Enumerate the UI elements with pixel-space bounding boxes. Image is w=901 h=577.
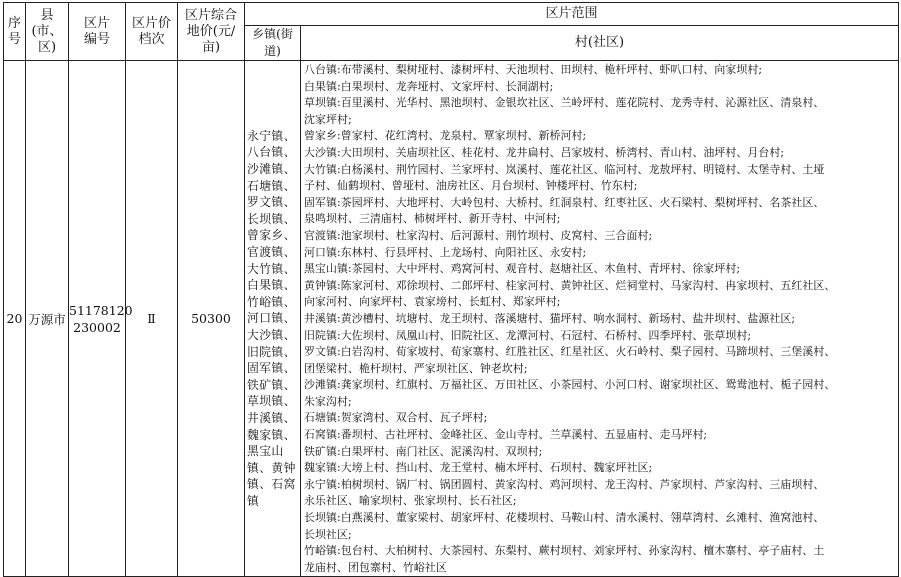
zone-code-line-1: 51178120 xyxy=(69,302,133,318)
village-line: 朱家沟村; xyxy=(304,394,352,408)
village-line: 向家河村、向家坪村、袁家塝村、长虹村、郑家坪村; xyxy=(304,295,561,309)
village-line: 长坝社区; xyxy=(304,527,352,541)
cell-price xyxy=(178,61,245,577)
cell-townships xyxy=(245,61,301,577)
village-line: 沙滩镇:龚家坝村、红旗村、万福社区、万田社区、小茶园村、小河口村、谢家坝社区、鸳鸯池村、栀子园村、 xyxy=(304,378,836,392)
village-line: 罗文镇:白岩沟村、荀家坡村、荀家寨村、红胜社区、红星社区、火石岭村、梨子园村、马蹄坝村、三堡溪村、 xyxy=(304,345,836,359)
seq-value: 20 xyxy=(6,311,23,327)
land-price-table xyxy=(3,2,899,577)
cell-seq xyxy=(4,61,26,577)
header-county xyxy=(26,3,69,61)
village-line: 黄钟镇:陈家河村、邓徐坝村、二郎坪村、桂家河村、黄钟社区、烂祠堂村、马家沟村、冉家坝村、五红社区、 xyxy=(304,278,836,292)
header-seq xyxy=(4,3,26,61)
header-scope xyxy=(245,3,899,26)
village-line: 魏家镇:大塝上村、挡山村、龙王堂村、楠木坪村、石坝村、魏家坪社区; xyxy=(304,461,653,475)
grade-value: Ⅱ xyxy=(147,311,156,327)
village-line: 固军镇:茶园坪村、大地坪村、大岭包村、大桥村、红洞泉村、红枣社区、火石梁村、梨树坪村、名茶社区、 xyxy=(304,195,825,209)
village-line: 白果镇:白果坝村、龙奔垭村、文家坪村、长洞湖村; xyxy=(304,79,554,93)
header-township xyxy=(245,26,301,61)
village-line: 河口镇:东林村、行县坪村、上龙场村、向阳社区、永安村; xyxy=(304,245,587,259)
cell-villages xyxy=(301,61,899,577)
village-line: 石塘镇:贺家湾村、双合村、瓦子坪村; xyxy=(304,411,488,425)
header-village xyxy=(301,26,899,61)
village-line: 官渡镇:池家坝村、杜家沟村、后河源村、荆竹坝村、皮窝村、三合面村; xyxy=(304,228,653,242)
village-line: 黑宝山镇:茶园村、大中坪村、鸡窝河村、观音村、赵塘社区、木鱼村、青坪村、徐家坪村; xyxy=(304,262,741,276)
header-township-label: 乡镇(街道) xyxy=(252,27,293,58)
village-line: 旧院镇:大佐坝村、凤凰山村、旧院社区、龙潭河村、石冠村、石桥村、四季坪村、张草坝村; xyxy=(304,328,752,342)
header-price xyxy=(178,3,245,61)
village-line: 草坝镇:百里溪村、光华村、黑池坝村、金银坎社区、兰岭坪村、莲花院村、龙秀寺村、沁源社区、清泉村、 xyxy=(304,96,825,110)
village-line: 井溪镇:黄沙槽村、坑塘村、龙王坝村、落溪塘村、猫坪村、响水洞村、新场村、盐井坝村、盐源社区; xyxy=(304,311,796,325)
village-line: 沈家坪村; xyxy=(304,112,352,126)
header-price-label: 区片综合 地价(元/亩) xyxy=(184,7,237,55)
header-scope-label: 区片范围 xyxy=(545,6,598,21)
header-row-top xyxy=(4,3,899,26)
price-value: 50300 xyxy=(191,311,231,327)
village-line: 大沙镇:大田坝村、关庙坝社区、桂花村、龙井扁村、吕家坡村、桥湾村、青山村、油坪村、月台村; xyxy=(304,145,785,159)
townships-list: 永宁镇、八台镇、沙滩镇、石塘镇、罗文镇、长坝镇、曾家乡、官渡镇、大竹镇、白果镇、竹峪镇、河口镇、大沙镇、旧院镇、固军镇、铁矿镇、草坝镇、井溪镇、魏家镇、黑宝山镇、黄钟镇、石窝镇 xyxy=(247,128,296,508)
village-line: 永乐社区、喻家坝村、张家坝村、长石社区; xyxy=(304,494,517,508)
village-line: 子村、仙鹤坝村、曾垭村、油房社区、月台坝村、钟楼坪村、竹东村; xyxy=(304,179,638,193)
village-line: 长坝镇:白燕溪村、董家梁村、胡家坪村、花楼坝村、马鞍山村、清水溪村、翎草湾村、幺滩村、渔窝池村、 xyxy=(304,511,825,525)
header-grade xyxy=(126,3,178,61)
land-price-table-wrapper xyxy=(3,2,898,574)
header-village-label: 村(社区) xyxy=(574,35,625,50)
village-line: 竹峪镇:包台村、大柏树村、大茶园村、东梨村、蕨村坝村、刘家坪村、孙家沟村、檀木寨村、亭子庙村、土 xyxy=(304,544,825,558)
header-zone-code xyxy=(69,3,126,61)
village-line: 龙庙村、团包寨村、竹峪社区 xyxy=(304,560,447,574)
header-county-label: 县 (市、区) xyxy=(31,7,63,55)
village-line: 八台镇:布带溪村、梨树垭村、漆树坪村、天池坝村、田坝村、桅杆坪村、虾叭口村、向家坝村; xyxy=(304,63,763,76)
villages-list xyxy=(304,62,895,576)
village-line: 大竹镇:白杨溪村、荆竹园村、兰家坪村、岚溪村、莲花社区、临河村、龙敖坪村、明镜村、太堡寺村、土垭 xyxy=(304,162,825,176)
village-line: 石窝镇:番坝村、古社坪村、金峰社区、金山寺村、兰草溪村、五显庙村、走马坪村; xyxy=(304,428,708,442)
cell-zone-code xyxy=(69,61,133,577)
header-seq-label: 序 号 xyxy=(7,15,21,47)
village-line: 团堡梁村、桅杆坝村、严家坝社区、钟老坎村; xyxy=(304,361,528,375)
village-line: 曾家乡:曾家村、花红湾村、龙泉村、覃家坝村、新桥河村; xyxy=(304,129,587,143)
cell-grade xyxy=(126,61,178,577)
village-line: 泉鸣坝村、三清庙村、柿树坪村、新开寺村、中河村; xyxy=(304,212,561,226)
village-line: 铁矿镇:白果坪村、南门社区、泥溪沟村、双坝村; xyxy=(304,444,543,458)
county-value: 万源市 xyxy=(28,311,66,327)
header-zone-code-label: 区片 编号 xyxy=(83,15,110,47)
table-row xyxy=(4,61,899,577)
cell-county xyxy=(26,61,69,577)
header-grade-label: 区片价 档次 xyxy=(131,15,171,47)
village-line: 永宁镇:柏树坝村、锅厂村、锅团圆村、黄家沟村、鸡河坝村、龙王沟村、芦家坝村、芦家沟村、三庙坝村、 xyxy=(304,477,825,491)
zone-code-line-2: 230002 xyxy=(73,319,121,335)
